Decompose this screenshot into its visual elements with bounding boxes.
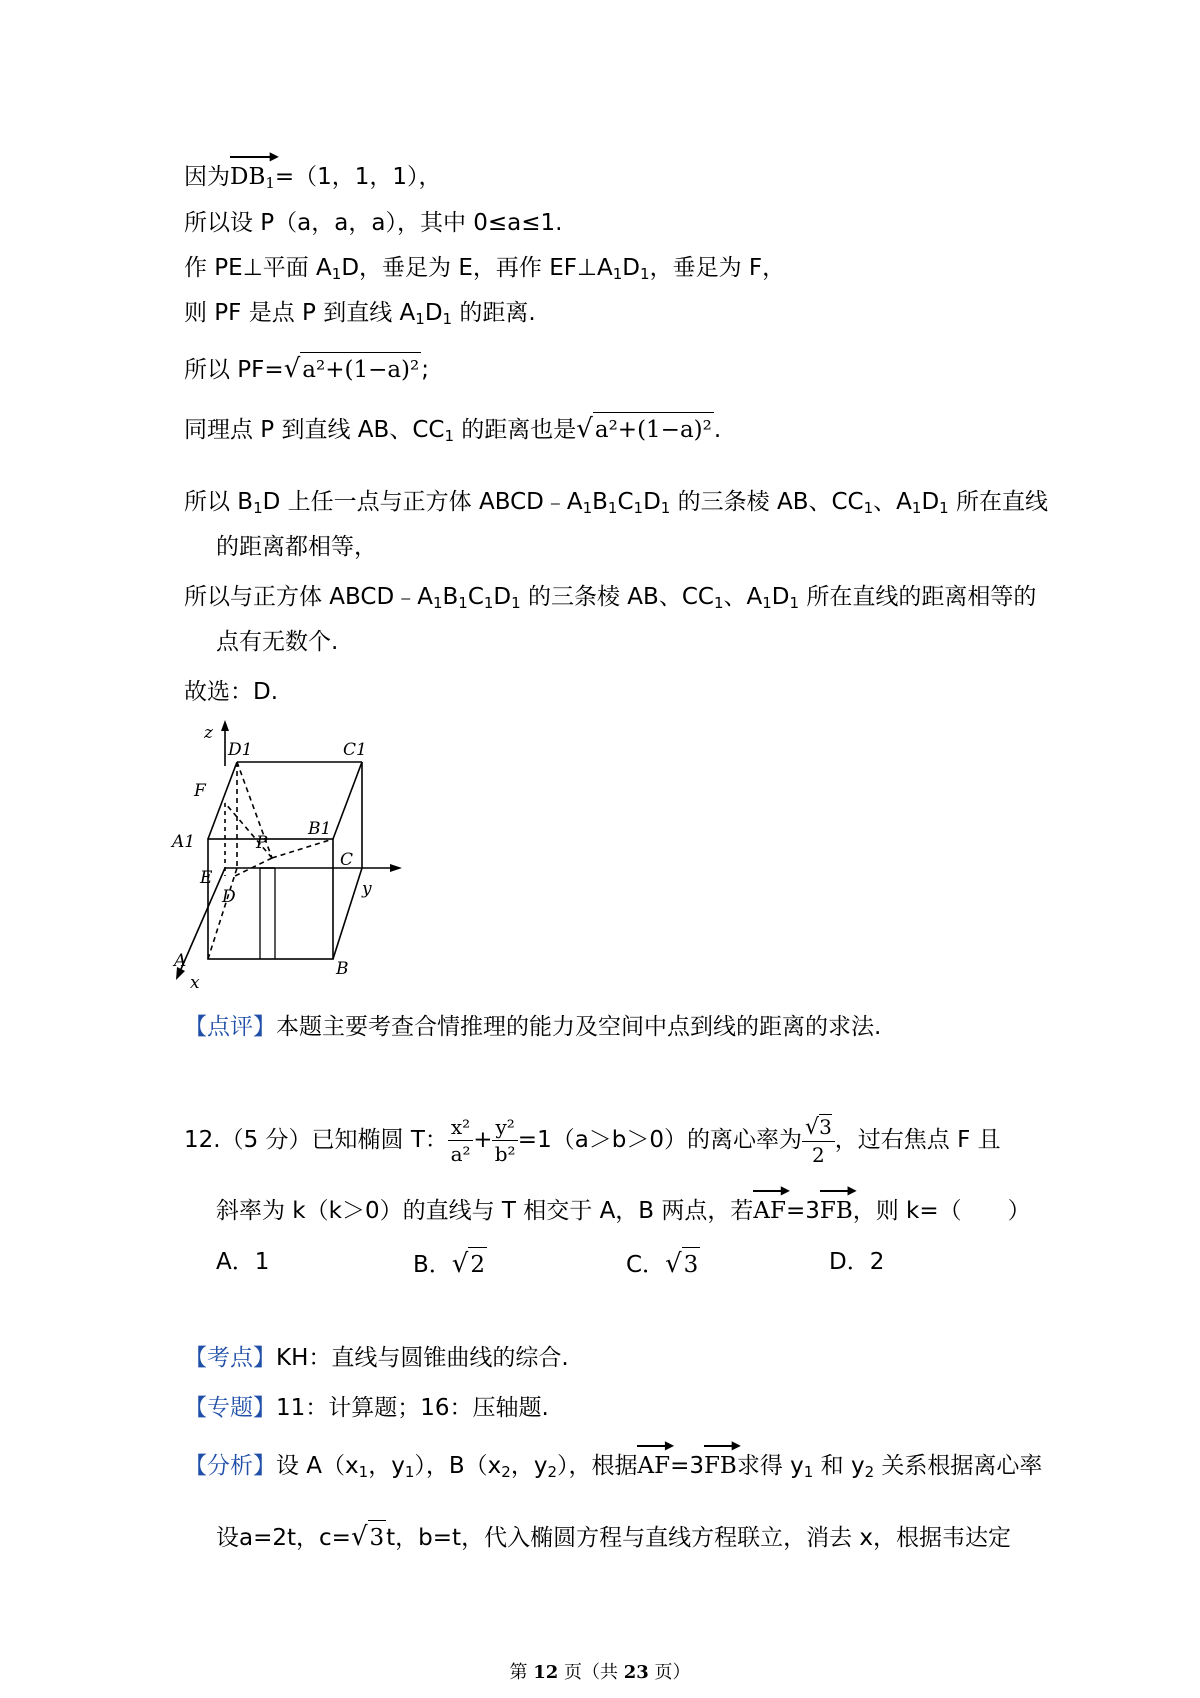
label-a: A [174,951,187,971]
zhuanti-tag: 【专题】 [184,1395,276,1421]
line-set-p: 所以设 P（a，a，a），其中 0≤a≤1. [184,210,563,236]
label-b1: B1 [308,819,332,839]
vector-fb: ▶ FB [819,1183,857,1224]
comment-tag: 【点评】 [184,1014,276,1040]
page-footer: 第 12 页（共 23 页） [509,1662,691,1683]
line-infinite-points: 点有无数个. [216,629,339,655]
label-d: D [222,887,236,907]
cube-figure [172,718,420,993]
zhuanti-line: 【专题】11：计算题；16：压轴题. [184,1395,549,1421]
label-a1: A1 [172,832,196,852]
label-d1: D1 [228,740,253,760]
label-y: y [362,879,372,899]
vector-db1: ▶ $DB_1$ [230,149,279,192]
fenxi-line: 【分析】设 $A(x_1$，$y_1$），$B(x_2$，$y_2$），根据 ▶ AF=3 ▶ FB求得 $y_1$ 和 $y_2$ 关系根据离心率 [184,1438,1043,1481]
fenxi-tag: 【分析】 [184,1453,276,1479]
label-c1: C1 [343,740,367,760]
comment-line: 【点评】本题主要考查合情推理的能力及空间中点到线的距离的求法. [184,1014,882,1040]
label-x: x [190,973,200,993]
option-a[interactable]: A．1 [216,1249,270,1275]
line-perpendicular: 作 PE⊥平面 $A_1D$，垂足为 E，再作 $EF\perp A_1D_1$，垂足为 F， [184,255,786,283]
fraction-x2-a2: $\frac{\text{x²}}{\text{a²}}$ [448,1114,473,1167]
vector-fb: ▶ FB [703,1438,741,1479]
question-12-line2: 斜率为 k（k＞0）的直线与 T 相交于 A，B 两点，若 ▶ AF=3 ▶ FB，则 k=（ ） [216,1183,1031,1224]
option-b[interactable]: B．√2 [413,1249,485,1279]
sqrt-expression: √a²+(1−a)² [283,354,420,384]
kaodian-line: 【考点】KH：直线与圆锥曲线的综合. [184,1345,569,1371]
label-p: P [256,833,268,853]
vector-af: ▶ AF [637,1438,675,1479]
label-b: B [336,959,349,979]
line-pf-distance: 则 PF 是点 P 到直线 $A_1D_1$ 的距离. [184,300,536,328]
page-total: 23 [623,1662,649,1683]
line-answer: 故选：D. [184,679,279,705]
line-equal-distance: 的距离都相等， [216,534,377,560]
line-conclusion: 所以与正方体 $ABCD﹣A_1B_1C_1D_1$ 的三条棱 AB、$CC_1$、$A_1D_1$ 所在直线的距离相等的 [184,584,1037,612]
label-e: E [200,868,213,888]
fraction-eccentricity: $\frac{√3}{2}$ [802,1114,835,1168]
fenxi-line2: 设a=2t，c=√3t，b=t，代入椭圆方程与直线方程联立，消去 x，根据韦达定 [216,1522,1011,1552]
page-number: 12 [533,1662,559,1683]
option-d[interactable]: D．2 [829,1249,885,1275]
label-f: F [194,781,206,801]
option-c[interactable]: C．√3 [626,1249,699,1279]
line-b1d-points: 所以 $B_1D$ 上任一点与正方体 $ABCD﹣A_1B_1C_1D_1$ 的三条棱 AB、$CC_1$、$A_1D_1$ 所在直线 [184,489,1049,517]
text: 因为 [184,164,230,190]
fraction-y2-b2: $\frac{\text{y²}}{\text{b²}}$ [492,1114,517,1167]
question-12: 12.（5 分）已知椭圆 T： $\frac{\text{x²}}{\text{a²}}$ + $\frac{\text{y²}}{\text{b²}}$ =1（a＞b＞0）的离心率为 $\frac{√3}{2}$ ，过右焦点 F 且 [184,1114,1001,1167]
kaodian-tag: 【考点】 [184,1345,276,1371]
line-db1-vector: 因为 ▶ $DB_1=(1$，1，1）， [184,149,442,192]
label-c: C [340,850,354,870]
line-same-distance: 同理点 P 到直线 AB、$CC_1$ 的距离也是√a²+(1−a)². [184,414,722,445]
sqrt-expression: √a²+(1−a)² [576,414,712,444]
vector-af: ▶ AF [753,1183,790,1224]
line-pf-formula: 所以 PF=√a²+(1−a)²; [184,354,430,384]
label-z: z [204,723,213,743]
